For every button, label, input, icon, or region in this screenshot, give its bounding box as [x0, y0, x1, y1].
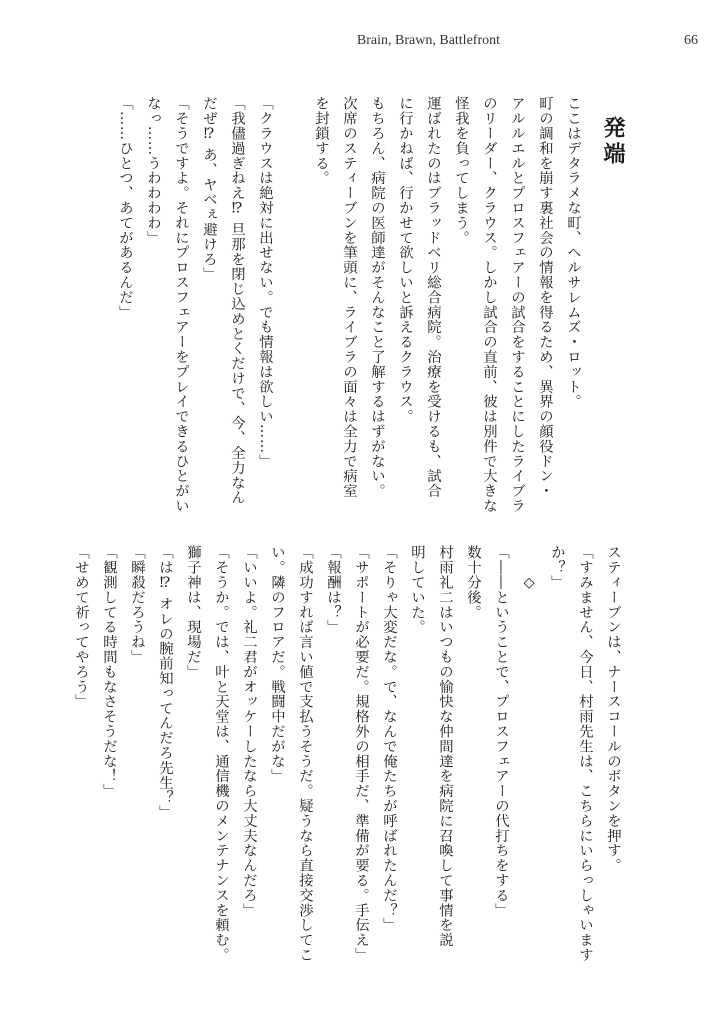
dialogue-line: 「そりゃ大変だな。で、なんで俺たちが呼ばれたんだ？」 — [381, 545, 397, 933]
dialogue-line: なっ……うわわわわ」 — [145, 96, 161, 245]
dialogue-line: 「我儘過ぎねえ⁉ 旦那を閉じ込めとくだけで、今、全力なん — [229, 96, 245, 505]
scene-break-diamond: ◇ — [521, 575, 537, 592]
narration-line: のリーダー、クラウス。しかし試合の直前、彼は別件で大きな — [481, 96, 497, 514]
narration-line: を封鎖する。 — [313, 96, 329, 186]
dialogue-line: 「は⁉ オレの腕前知ってんだろ先生？」 — [157, 545, 173, 820]
dialogue-line: 「そうですよ。それにプロスフェアーをプレイできるひとがい — [173, 96, 189, 514]
page-number: 66 — [684, 33, 698, 48]
dialogue-line: 「いいよ。礼二君がオッケーしたなら大丈夫なんだろ」 — [241, 545, 257, 918]
narration-line: 次席のスティーブンを筆頭に、ライブラの面々は全力で病室 — [341, 96, 357, 499]
dialogue-line: 「瞬殺だろうね」 — [129, 545, 145, 665]
dialogue-line: 「――ということで、プロスフェアーの代打ちをする」 — [493, 545, 509, 918]
dialogue-line: い。隣のフロアだ。戦闘中だがな」 — [269, 545, 285, 784]
narration-line: もちろん、病院の医師達がそんなこと了解するはずがない。 — [369, 96, 385, 499]
narration-line: 運ばれたのはブラッドベリ総合病院。治療を受けるも、試合 — [425, 96, 441, 499]
dialogue-line: だぜ⁉ あ、ヤベぇ避けろ」 — [201, 96, 217, 282]
dialogue-line: 「……ひとつ、あてがあるんだ」 — [117, 96, 133, 320]
narration-line: 村雨礼二はいつもの愉快な仲間達を病院に召喚して事情を説 — [437, 545, 453, 948]
narration-line: アルルエルとプロスフェアーの試合をすることにしたライブラ — [509, 96, 525, 514]
running-head — [0, 33, 722, 53]
dialogue-line: 獅子神は、現場だ」 — [185, 545, 201, 680]
dialogue-line: 「せめて祈ってやろう」 — [73, 545, 89, 709]
narration-line: に行かねば、行かせて欲しいと訴えるクラウス。 — [397, 96, 413, 424]
lower-text-block — [73, 545, 627, 975]
narration-line: 数十分後。 — [465, 545, 481, 620]
dialogue-line: 「そうか。では、叶と天堂は、通信機のメンテナンスを頼む。 — [213, 545, 229, 963]
upper-text-block — [117, 96, 627, 536]
dialogue-line: か？」 — [549, 545, 565, 590]
narration-line: 怪我を負ってしまう。 — [453, 96, 469, 245]
dialogue-line: 「報酬は？」 — [325, 545, 341, 635]
narration-line: 明していた。 — [409, 545, 425, 635]
dialogue-line: 「サポートが必要だ。規格外の相手だ、準備が要る。手伝え」 — [353, 545, 369, 963]
narration-line: スティーブンは、ナースコールのボタンを押す。 — [605, 545, 621, 873]
dialogue-line: 「クラウスは絶対に出せない。でも情報は欲しい……」 — [257, 96, 273, 469]
dialogue-line: 「観測してる時間もなさそうだな！」 — [101, 545, 117, 799]
narration-line: ここはデタラメな町、ヘルサレムズ・ロット。 — [565, 96, 581, 409]
narration-line: 町の調和を崩す裏社会の情報を得るため、異界の顔役ドン・ — [537, 96, 553, 499]
dialogue-line: 「すみません、今日、村雨先生は、こちらにいらっしゃいます — [577, 545, 593, 963]
dialogue-line: 「成功すれば言い値で支払うそうだ。疑うなら直接交渉してこ — [297, 545, 313, 963]
chapter-title: 発端 — [600, 116, 626, 168]
book-title: Brain, Brawn, Battlefront — [356, 33, 500, 48]
